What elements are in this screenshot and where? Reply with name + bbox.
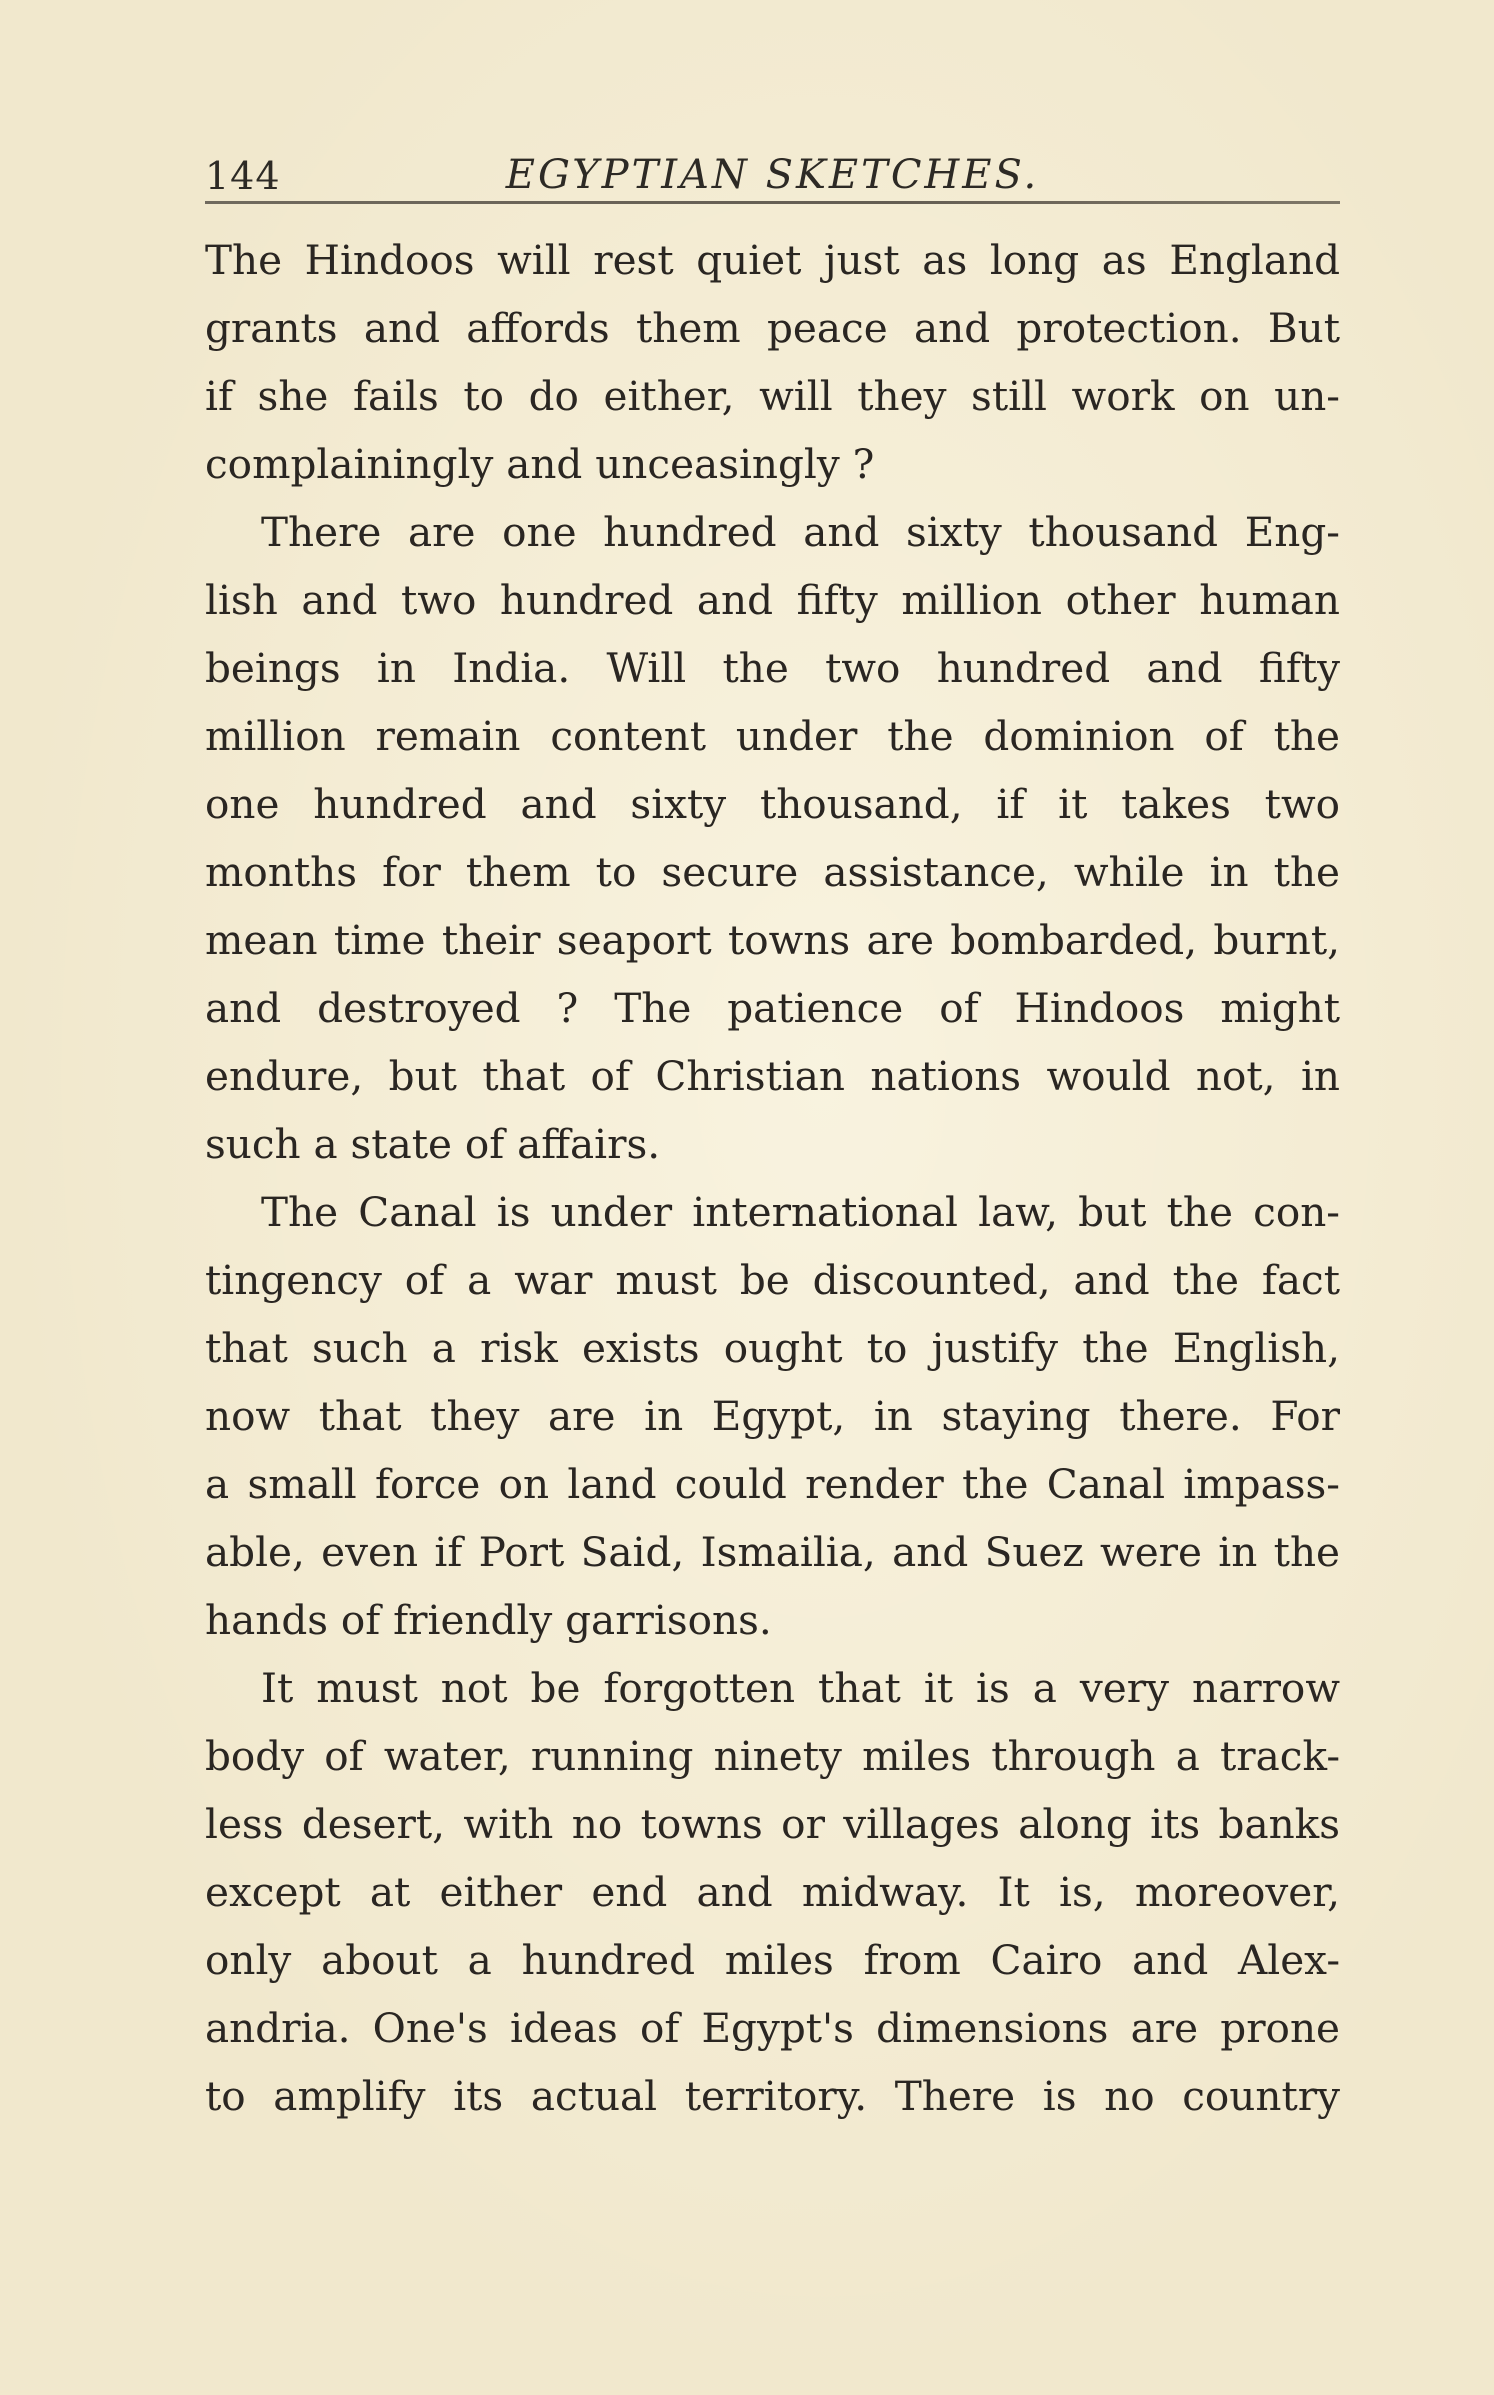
page-number: 144 — [205, 154, 281, 198]
text-line: except at either end and midway. It is, moreover, — [205, 1868, 1340, 1916]
text-line: to amplify its actual territory. There is no country — [205, 2072, 1340, 2120]
running-head: EGYPTIAN SKETCHES. — [505, 152, 1040, 198]
text-line: andria. One's ideas of Egypt's dimensions are prone — [205, 2004, 1340, 2052]
text-line: There are one hundred and sixty thousand Eng- — [261, 508, 1340, 556]
text-line: only about a hundred miles from Cairo and Alex- — [205, 1936, 1340, 1984]
text-line: now that they are in Egypt, in staying there. For — [205, 1392, 1340, 1440]
text-line: tingency of a war must be discounted, and the fact — [205, 1256, 1340, 1304]
page-header — [205, 148, 1340, 200]
text-line: endure, but that of Christian nations would not, in — [205, 1052, 1340, 1100]
text-line: hands of friendly garrisons. — [205, 1596, 772, 1644]
text-line: It must not be forgotten that it is a very narrow — [261, 1664, 1340, 1712]
text-line: body of water, running ninety miles through a track- — [205, 1732, 1340, 1780]
text-line: lish and two hundred and fifty million other human — [205, 576, 1340, 624]
header-rule — [205, 201, 1340, 204]
text-line: if she fails to do either, will they still work on un- — [205, 372, 1340, 420]
text-line: grants and affords them peace and protection. But — [205, 304, 1340, 352]
text-line: able, even if Port Said, Ismailia, and Suez were in the — [205, 1528, 1340, 1576]
text-line: mean time their seaport towns are bombarded, burnt, — [205, 916, 1340, 964]
text-line: The Canal is under international law, but the con- — [261, 1188, 1340, 1236]
text-line: and destroyed ? The patience of Hindoos might — [205, 984, 1340, 1032]
text-line: such a state of affairs. — [205, 1120, 661, 1168]
body-text — [205, 226, 1340, 2130]
text-line: months for them to secure assistance, while in the — [205, 848, 1340, 896]
text-line: The Hindoos will rest quiet just as long as England — [205, 236, 1340, 284]
text-line: complainingly and unceasingly ? — [205, 440, 875, 488]
text-line: a small force on land could render the Canal impass- — [205, 1460, 1340, 1508]
text-line: less desert, with no towns or villages along its banks — [205, 1800, 1340, 1848]
text-line: million remain content under the dominion of the — [205, 712, 1340, 760]
text-line: one hundred and sixty thousand, if it takes two — [205, 780, 1340, 828]
text-line: beings in India. Will the two hundred and fifty — [205, 644, 1340, 692]
text-line: that such a risk exists ought to justify the English, — [205, 1324, 1340, 1372]
